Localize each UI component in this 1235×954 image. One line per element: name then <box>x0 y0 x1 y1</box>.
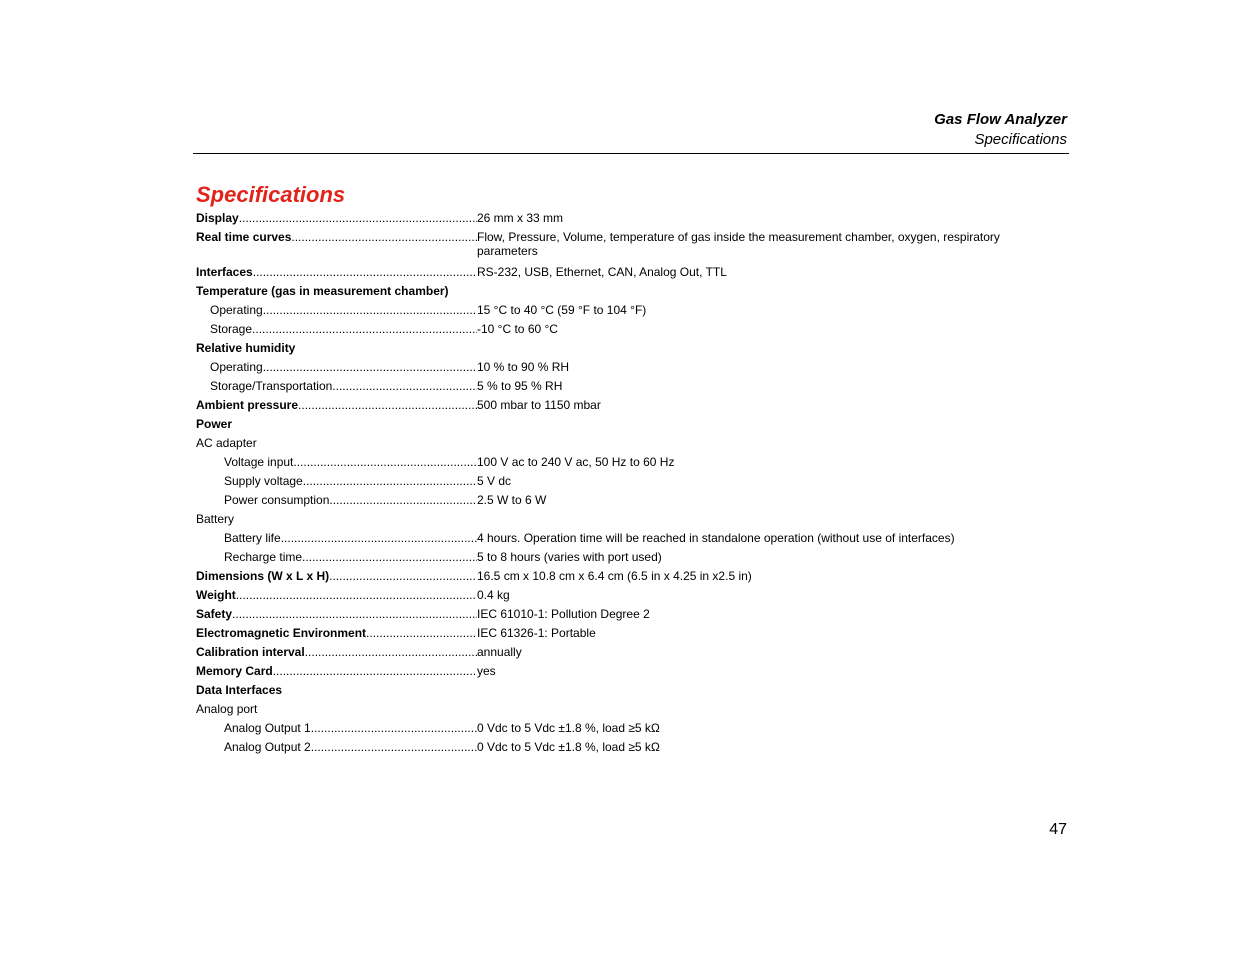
spec-row-temp-storage <box>196 320 1056 339</box>
spec-label: Power consumption <box>224 493 330 507</box>
spec-label: Electromagnetic Environment <box>196 626 367 640</box>
spec-heading-humidity: Relative humidity <box>196 341 296 355</box>
spec-row-real-time-curves <box>196 228 1056 263</box>
spec-heading-power: Power <box>196 417 233 431</box>
spec-row-humidity-operating <box>196 358 1056 377</box>
spec-subheading-ac-adapter: AC adapter <box>196 436 257 450</box>
spec-value: 100 V ac to 240 V ac, 50 Hz to 60 Hz <box>477 455 675 469</box>
spec-label: Voltage input <box>224 455 294 469</box>
spec-value: 2.5 W to 6 W <box>477 493 547 507</box>
spec-row-voltage-input <box>196 453 1056 472</box>
spec-row-safety <box>196 605 1056 624</box>
spec-row-analog-output-1 <box>196 719 1056 738</box>
spec-row-temp-operating <box>196 301 1056 320</box>
spec-heading-temperature: Temperature (gas in measurement chamber) <box>196 284 449 298</box>
spec-label: Ambient pressure <box>196 398 299 412</box>
spec-label: Supply voltage <box>224 474 303 488</box>
spec-value: 26 mm x 33 mm <box>477 211 564 225</box>
spec-label: Display <box>196 211 239 225</box>
spec-row-calibration <box>196 643 1056 662</box>
spec-value: IEC 61326-1: Portable <box>477 626 596 640</box>
spec-row-emc <box>196 624 1056 643</box>
spec-label: Interfaces <box>196 265 253 279</box>
spec-value: 4 hours. Operation time will be reached in standalone operation (without use of interfaces) <box>477 531 955 545</box>
spec-label: Operating <box>210 360 263 374</box>
spec-value: 15 °C to 40 °C (59 °F to 104 °F) <box>477 303 647 317</box>
spec-row-weight <box>196 586 1056 605</box>
spec-row-analog-output-2 <box>196 738 1056 757</box>
spec-value: 5 % to 95 % RH <box>477 379 563 393</box>
spec-heading-data-interfaces: Data Interfaces <box>196 683 283 697</box>
spec-value: Flow, Pressure, Volume, temperature of gas inside the measurement chamber, oxygen, respiratory parameters <box>477 230 1000 258</box>
spec-value: -10 °C to 60 °C <box>477 322 558 336</box>
spec-label: Calibration interval <box>196 645 305 659</box>
spec-value: 0.4 kg <box>477 588 510 602</box>
spec-row-memory-card <box>196 662 1056 681</box>
spec-label: Safety <box>196 607 233 621</box>
spec-value: 16.5 cm x 10.8 cm x 6.4 cm (6.5 in x 4.25 in x2.5 in) <box>477 569 752 583</box>
spec-label: Real time curves <box>196 230 292 244</box>
spec-label: Analog Output 1 <box>224 721 311 735</box>
spec-row-dimensions <box>196 567 1056 586</box>
spec-value: 5 V dc <box>477 474 512 488</box>
spec-label: Operating <box>210 303 263 317</box>
header-title: Gas Flow Analyzer <box>934 111 1067 128</box>
spec-row-display <box>196 209 1056 228</box>
spec-label: Recharge time <box>224 550 303 564</box>
header-rule <box>193 153 1069 154</box>
spec-subheading-analog-port: Analog port <box>196 702 258 716</box>
header-subtitle: Specifications <box>974 131 1067 148</box>
spec-value: yes <box>477 664 496 678</box>
spec-value: RS-232, USB, Ethernet, CAN, Analog Out, TTL <box>477 265 727 279</box>
specifications-list <box>196 209 1056 757</box>
spec-label: Storage/Transportation <box>210 379 333 393</box>
spec-row-battery-life <box>196 529 1056 548</box>
spec-label: Memory Card <box>196 664 273 678</box>
spec-row-ambient-pressure <box>196 396 1056 415</box>
spec-row-recharge-time <box>196 548 1056 567</box>
spec-row-power-consumption <box>196 491 1056 510</box>
spec-value: 5 to 8 hours (varies with port used) <box>477 550 662 564</box>
section-title: Specifications <box>196 182 346 207</box>
spec-row-interfaces <box>196 263 1056 282</box>
spec-value: annually <box>477 645 522 659</box>
spec-label: Battery life <box>224 531 281 545</box>
spec-value: 10 % to 90 % RH <box>477 360 570 374</box>
spec-value: IEC 61010-1: Pollution Degree 2 <box>477 607 650 621</box>
spec-value: 0 Vdc to 5 Vdc ±1.8 %, load ≥5 kΩ <box>477 740 660 754</box>
spec-row-supply-voltage <box>196 472 1056 491</box>
spec-value: 0 Vdc to 5 Vdc ±1.8 %, load ≥5 kΩ <box>477 721 660 735</box>
spec-subheading-battery: Battery <box>196 512 235 526</box>
spec-row-humidity-storage <box>196 377 1056 396</box>
page-number: 47 <box>1049 821 1067 838</box>
spec-value: 500 mbar to 1150 mbar <box>477 398 601 412</box>
running-header <box>934 110 1067 149</box>
spec-label: Dimensions (W x L x H) <box>196 569 330 583</box>
spec-label: Storage <box>210 322 253 336</box>
spec-label: Weight <box>196 588 236 602</box>
spec-label: Analog Output 2 <box>224 740 311 754</box>
